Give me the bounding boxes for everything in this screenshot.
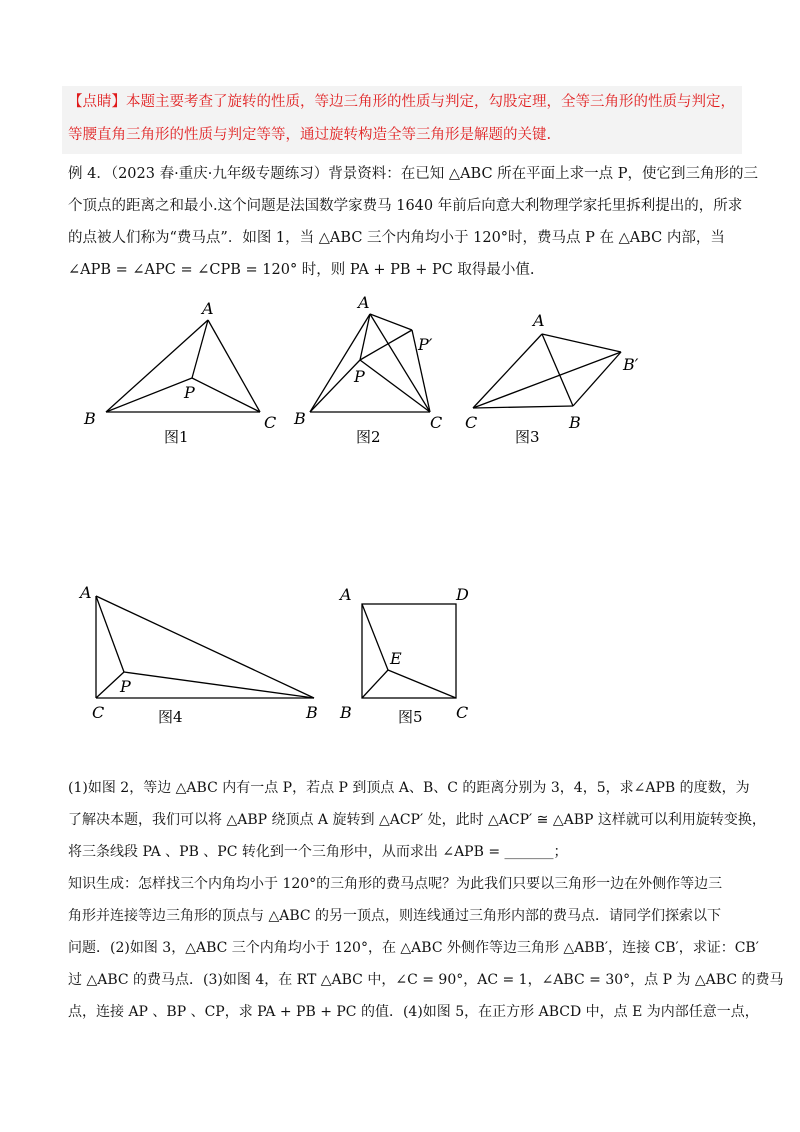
fig1-label-c: C — [264, 413, 277, 432]
question-paragraph — [68, 772, 784, 1028]
fig4-caption: 图4 — [158, 708, 183, 726]
fig3-label-c: C — [465, 413, 478, 432]
fig2-line-ac — [370, 314, 430, 412]
question-line-7: 过 △ABC 的费马点．(3)如图 4，在 RT △ABC 中，∠C = 90°，AC = 1，∠ABC = 30°，点 P 为 △ABC 的费马 — [68, 972, 784, 988]
fig3-line-abp — [542, 334, 621, 352]
fig5-line-ae — [362, 604, 388, 670]
fig2-line-pc — [360, 360, 430, 412]
fig2-line-ab — [310, 314, 370, 412]
figure-1 — [70, 290, 290, 455]
fig1-line-pb — [106, 378, 192, 412]
note-line-1: 【点睛】本题主要考查了旋转的性质，等边三角形的性质与判定，勾股定理，全等三角形的性质与判定， — [68, 94, 735, 110]
fig4-label-p: P — [120, 677, 131, 696]
fig1-label-b: B — [84, 409, 96, 428]
question-line-8: 点，连接 AP 、BP 、CP，求 PA + PB + PC 的值．(4)如图 5，在正方形 ABCD 中，点 E 为内部任意一点， — [68, 1004, 759, 1020]
example-line-1: 例 4．（2023 春·重庆·九年级专题练习）背景资料：在已知 △ABC 所在平面上求一点 P，使它到三角形的三 — [68, 166, 759, 182]
figure-4 — [74, 580, 334, 730]
fig3-line-cbp — [473, 352, 621, 408]
fig1-label-p: P — [184, 383, 195, 402]
fig5-square — [362, 604, 456, 698]
fig5-line-be — [362, 670, 388, 698]
fig3-line-bbp — [573, 352, 621, 406]
fig1-label-a: A — [202, 299, 214, 318]
fig3-line-cb — [473, 406, 573, 408]
fig2-line-ppp — [360, 330, 412, 360]
fig3-line-ac — [473, 334, 542, 408]
fig5-line-ce — [388, 670, 456, 698]
fig2-label-a: A — [358, 293, 370, 312]
fig5-label-a: A — [340, 585, 352, 604]
question-line-6: 问题．(2)如图 3，△ABC 三个内角均小于 120°，在 △ABC 外侧作等边三角形 △ABB′，连接 CB′，求证：CB′ — [68, 940, 759, 956]
fig2-label-p: P — [354, 367, 365, 386]
figure-2 — [290, 290, 460, 455]
example-paragraph — [68, 158, 759, 286]
fig5-label-d: D — [456, 585, 469, 604]
fig2-line-app — [370, 314, 412, 330]
fig5-label-b: B — [340, 703, 352, 722]
fig5-caption: 图5 — [398, 708, 423, 726]
figure-3 — [455, 290, 655, 455]
fig2-label-pprime: P′ — [418, 335, 433, 354]
example-line-4: ∠APB = ∠APC = ∠CPB = 120° 时，则 PA + PB + PC 取得最小值. — [68, 262, 535, 278]
fig2-caption: 图2 — [356, 428, 381, 446]
note-box — [62, 86, 742, 154]
example-line-2: 个顶点的距离之和最小.这个问题是法国数学家费马 1640 年前后向意大利物理学家托里拆利提出的，所求 — [68, 198, 743, 214]
fig3-caption: 图3 — [515, 428, 540, 446]
fig4-label-c: C — [92, 703, 105, 722]
fig4-label-b: B — [306, 703, 318, 722]
question-line-1: (1)如图 2，等边 △ABC 内有一点 P，若点 P 到顶点 A、B、C 的距离分别为 3，4，5，求∠APB 的度数，为 — [68, 780, 750, 796]
fig3-label-bprime: B′ — [623, 355, 639, 374]
question-line-3: 将三条线段 PA 、PB 、PC 转化到一个三角形中，从而求出 ∠APB = _______； — [68, 844, 568, 860]
fig2-label-c: C — [430, 413, 443, 432]
figure-5 — [336, 580, 486, 730]
fig5-label-c: C — [456, 703, 469, 722]
question-line-4: 知识生成：怎样找三个内角均小于 120°的三角形的费马点呢？为此我们只要以三角形一边在外侧作等边三 — [68, 876, 723, 892]
fig3-label-b: B — [569, 413, 581, 432]
example-line-3: 的点被人们称为“费马点”．如图 1，当 △ABC 三个内角均小于 120°时，费马点 P 在 △ABC 内部，当 — [68, 230, 725, 246]
question-line-5: 角形并连接等边三角形的顶点与 △ABC 的另一顶点，则连线通过三角形内部的费马点．请同学们探索以下 — [68, 908, 722, 924]
fig1-caption: 图1 — [164, 428, 189, 446]
note-line-2: 等腰直角三角形的性质与判定等等，通过旋转构造全等三角形是解题的关键. — [68, 127, 552, 143]
fig2-line-pb — [310, 360, 360, 412]
fig1-line-pa — [192, 320, 208, 378]
fig2-label-b: B — [294, 409, 306, 428]
question-line-2: 了解决本题，我们可以将 △ABP 绕顶点 A 旋转到 △ACP′ 处，此时 △ACP′ ≅ △ABP 这样就可以利用旋转变换， — [68, 812, 766, 828]
fig2-line-pa — [360, 314, 370, 360]
fig5-label-e: E — [390, 649, 402, 668]
fig3-line-ab — [542, 334, 573, 406]
fig4-label-a: A — [80, 583, 92, 602]
fig1-line-ac — [208, 320, 260, 412]
fig3-label-a: A — [533, 311, 545, 330]
